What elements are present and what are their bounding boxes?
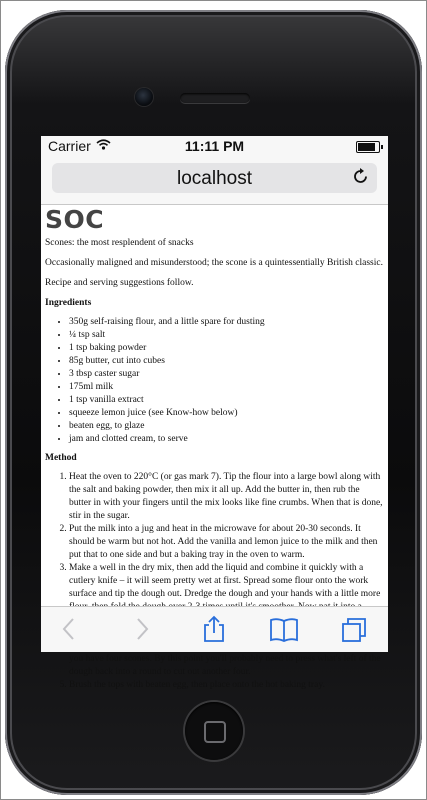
ingredient-item: • 175ml milk bbox=[69, 381, 384, 394]
ingredient-item: • 3 tbsp caster sugar bbox=[69, 368, 384, 381]
home-button[interactable] bbox=[185, 702, 243, 760]
bookmarks-icon[interactable] bbox=[269, 615, 299, 643]
reload-icon[interactable] bbox=[353, 167, 369, 191]
ingredients-list bbox=[45, 316, 384, 446]
web-content bbox=[41, 205, 388, 690]
method-step: 3. Make a well in the dry mix, then add the liquid and combine it quickly with a cutlery knife – it will seem pretty wet at first. Spread some flour onto the work surface and tip the dough out. Dredge the dough and your hands with a little more bbox=[69, 562, 384, 627]
method-step: 4. you have four scones. By this point you'll probably need to press what's left of the dough back into a round to cut out another four. bbox=[69, 627, 384, 679]
share-icon[interactable] bbox=[199, 615, 229, 643]
earpiece-speaker bbox=[180, 93, 250, 103]
browser-nav-bar bbox=[41, 156, 388, 205]
carrier-label: Carrier bbox=[48, 138, 91, 154]
method-list bbox=[45, 471, 384, 692]
ingredient-item: • 85g butter, cut into cubes bbox=[69, 355, 384, 368]
ingredient-item: • 350g self-raising flour, and a little spare for dusting bbox=[69, 316, 384, 329]
front-camera bbox=[135, 88, 153, 106]
battery-icon bbox=[356, 141, 380, 153]
recipe-note: Recipe and serving suggestions follow. bbox=[45, 278, 194, 288]
method-step: 5. Brush the tops with beaten egg, then place onto the hot baking tray. bbox=[69, 679, 384, 692]
ingredient-item: • 1 tsp vanilla extract bbox=[69, 394, 384, 407]
method-title: Method bbox=[45, 453, 77, 463]
tabs-icon[interactable] bbox=[339, 615, 369, 643]
method-step: 1. Heat the oven to 220°C (or gas mark 7). Tip the flour into a large bowl along with the salt and baking powder, then mix it all up. Add the butter in, then rub the butter in with your fingers until the mix looks like fine crumbs. When that is done, stir in the sugar. bbox=[69, 471, 384, 523]
device-screen bbox=[41, 136, 388, 690]
back-icon[interactable] bbox=[55, 615, 85, 643]
ingredient-item: • squeeze lemon juice (see Know-how below) bbox=[69, 407, 384, 420]
forward-icon[interactable] bbox=[126, 615, 156, 643]
ingredient-item: • ¼ tsp salt bbox=[69, 329, 384, 342]
address-bar[interactable] bbox=[52, 163, 377, 193]
site-logo: SOC bbox=[45, 205, 105, 234]
ingredient-item: • jam and clotted cream, to serve bbox=[69, 433, 384, 446]
intro-text: Occasionally maligned and misunderstood; the scone is a quintessentially British classic. bbox=[45, 258, 383, 268]
ingredient-item: • 1 tsp baking powder bbox=[69, 342, 384, 355]
status-time: 11:11 PM bbox=[184, 138, 245, 154]
url-text: localhost bbox=[177, 168, 252, 189]
ingredient-item: • beaten egg, to glaze bbox=[69, 420, 384, 433]
page-heading-line: Scones: the most resplendent of snacks bbox=[45, 238, 194, 248]
method-step: 2. Put the milk into a jug and heat in the microwave for about 20-30 seconds. It should be warm but not hot. Add the vanilla and lemon juice to the milk and then put that to one side and but a baking tray in the oven to warm. bbox=[69, 523, 384, 562]
browser-toolbar bbox=[41, 606, 388, 652]
status-bar bbox=[41, 136, 388, 156]
ingredients-title: Ingredients bbox=[45, 298, 92, 308]
